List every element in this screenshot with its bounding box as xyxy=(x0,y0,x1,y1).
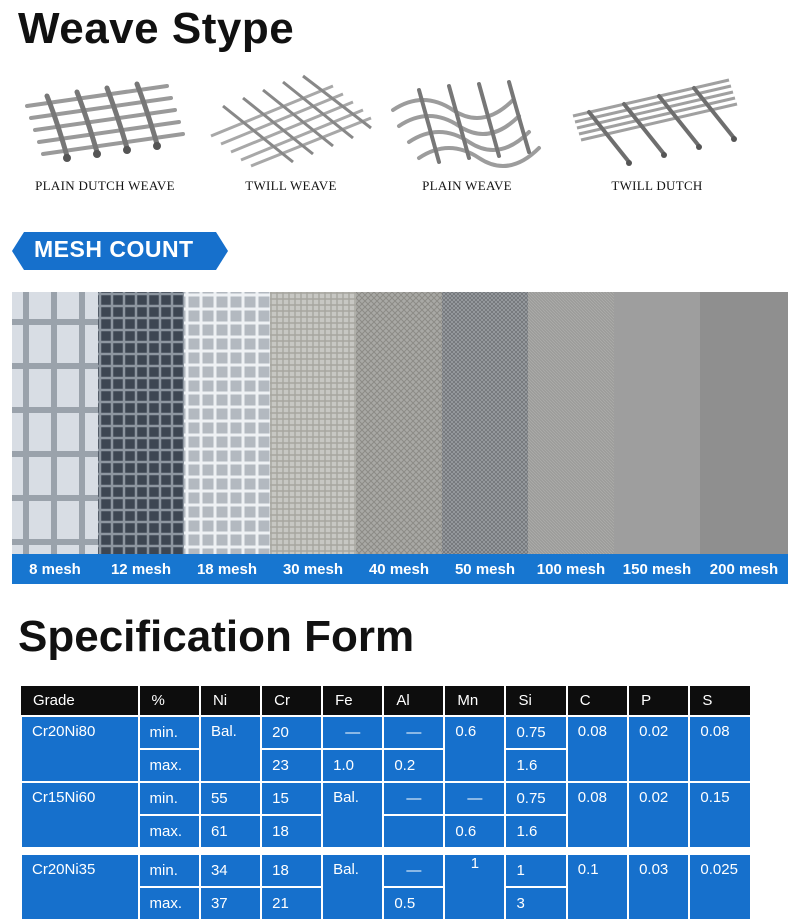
cr-cell: 23 xyxy=(261,749,322,782)
c-cell: 0.08 xyxy=(567,716,628,782)
ni-cell: 55 xyxy=(200,782,261,815)
mn-cell: 0.6 xyxy=(444,815,505,848)
limit-cell: max. xyxy=(139,887,200,920)
mesh-swatch-30 xyxy=(270,292,356,554)
mesh-count-strip xyxy=(12,292,788,584)
twill-dutch-icon xyxy=(569,66,745,170)
plain-weave-icon xyxy=(379,66,555,170)
mn-cell: 0.6 xyxy=(444,716,505,782)
plain-dutch-weave-icon xyxy=(17,66,193,170)
mesh-count-label: MESH COUNT xyxy=(34,236,194,262)
table-header-row xyxy=(21,686,751,716)
header-al: Al xyxy=(383,686,444,716)
mesh-swatch-150 xyxy=(614,292,700,554)
ni-cell: 61 xyxy=(200,815,261,848)
fe-cell: — xyxy=(322,716,383,749)
header-c: C xyxy=(567,686,628,716)
si-cell: 3 xyxy=(505,887,566,920)
al-cell: 0.5 xyxy=(383,887,444,920)
si-cell: 1.6 xyxy=(505,749,566,782)
cr-cell: 18 xyxy=(261,815,322,848)
mesh-label: 50 mesh xyxy=(442,554,528,584)
weave-item-plain xyxy=(372,66,562,194)
fe-cell: Bal. xyxy=(322,854,383,920)
mesh-swatch-40 xyxy=(356,292,442,554)
weave-item-plain-dutch xyxy=(10,66,200,194)
mesh-swatch-50 xyxy=(442,292,528,554)
header-cr: Cr xyxy=(261,686,322,716)
header-fe: Fe xyxy=(322,686,383,716)
weave-caption: PLAIN DUTCH WEAVE xyxy=(35,178,175,193)
header-p: P xyxy=(628,686,689,716)
c-cell: 0.08 xyxy=(567,782,628,848)
si-cell: 1 xyxy=(505,854,566,887)
limit-cell: min. xyxy=(139,716,200,749)
s-cell: 0.15 xyxy=(689,782,751,848)
mesh-swatch-18 xyxy=(184,292,270,554)
p-cell: 0.02 xyxy=(628,782,689,848)
header-si: Si xyxy=(505,686,566,716)
mesh-label: 12 mesh xyxy=(98,554,184,584)
weave-caption: PLAIN WEAVE xyxy=(422,178,512,193)
al-cell: — xyxy=(383,782,444,815)
p-cell: 0.02 xyxy=(628,716,689,782)
mesh-label: 100 mesh xyxy=(528,554,614,584)
header-percent: % xyxy=(139,686,200,716)
header-s: S xyxy=(689,686,751,716)
weave-caption: TWILL WEAVE xyxy=(245,178,337,193)
fe-cell: 1.0 xyxy=(322,749,383,782)
ni-cell: 34 xyxy=(200,854,261,887)
grade-cell: Cr20Ni35 xyxy=(21,854,139,920)
mn-cell: — xyxy=(444,782,505,815)
c-cell: 0.1 xyxy=(567,854,628,920)
mesh-label: 200 mesh xyxy=(700,554,788,584)
limit-cell: min. xyxy=(139,854,200,887)
al-cell: — xyxy=(383,854,444,887)
mesh-count-badge xyxy=(12,232,228,270)
header-grade: Grade xyxy=(21,686,139,716)
limit-cell: max. xyxy=(139,815,200,848)
mesh-label: 30 mesh xyxy=(270,554,356,584)
header-ni: Ni xyxy=(200,686,261,716)
cr-cell: 21 xyxy=(261,887,322,920)
si-cell: 1.6 xyxy=(505,815,566,848)
limit-cell: max. xyxy=(139,749,200,782)
weave-style-title: Weave Stype xyxy=(18,4,295,53)
ni-cell: Bal. xyxy=(200,716,261,782)
al-cell: — xyxy=(383,716,444,749)
mesh-swatch-200 xyxy=(700,292,788,554)
ni-cell: 37 xyxy=(200,887,261,920)
grade-cell: Cr20Ni80 xyxy=(21,716,139,782)
mn-cell: 1 xyxy=(444,854,505,920)
weave-caption: TWILL DUTCH xyxy=(611,178,703,193)
cr-cell: 20 xyxy=(261,716,322,749)
twill-weave-icon xyxy=(203,66,379,170)
si-cell: 0.75 xyxy=(505,716,566,749)
weave-item-twill xyxy=(196,66,386,194)
specification-title: Specification Form xyxy=(18,612,415,661)
mesh-label: 8 mesh xyxy=(12,554,98,584)
table-row xyxy=(21,716,751,749)
al-cell xyxy=(383,815,444,848)
p-cell: 0.03 xyxy=(628,854,689,920)
mesh-swatch-100 xyxy=(528,292,614,554)
mesh-swatch-12 xyxy=(98,292,184,554)
si-cell: 0.75 xyxy=(505,782,566,815)
header-mn: Mn xyxy=(444,686,505,716)
mesh-label: 18 mesh xyxy=(184,554,270,584)
fe-cell: Bal. xyxy=(322,782,383,848)
specification-table xyxy=(20,686,752,921)
s-cell: 0.08 xyxy=(689,716,751,782)
limit-cell: min. xyxy=(139,782,200,815)
mesh-label: 40 mesh xyxy=(356,554,442,584)
table-row xyxy=(21,782,751,815)
mesh-swatch-8 xyxy=(12,292,98,554)
cr-cell: 15 xyxy=(261,782,322,815)
al-cell: 0.2 xyxy=(383,749,444,782)
weave-item-twill-dutch xyxy=(562,66,752,194)
s-cell: 0.025 xyxy=(689,854,751,920)
table-row xyxy=(21,854,751,887)
mesh-label: 150 mesh xyxy=(614,554,700,584)
cr-cell: 18 xyxy=(261,854,322,887)
grade-cell: Cr15Ni60 xyxy=(21,782,139,848)
